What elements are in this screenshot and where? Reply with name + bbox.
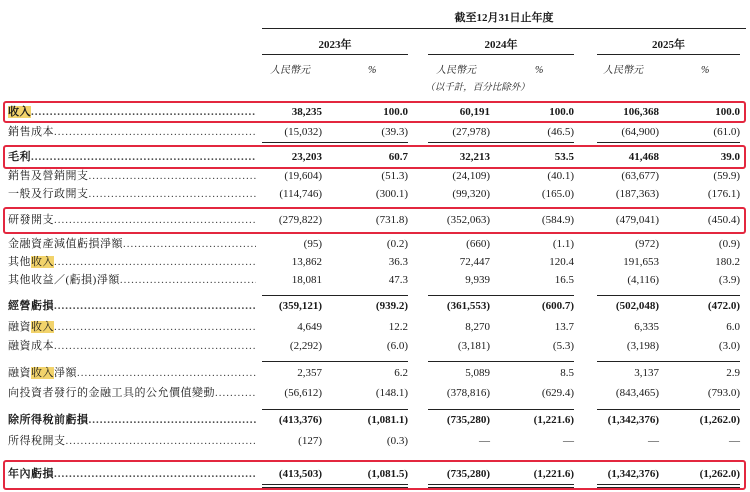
row-value: (4,116) [627, 274, 659, 286]
row-label: 一般及行政開支 ..... [8, 186, 256, 203]
row-value: (6.0) [386, 340, 408, 352]
row-value: 5,089 [465, 367, 490, 379]
table-row-income-tax [0, 433, 750, 450]
row-value: 18,081 [291, 274, 322, 286]
divider [597, 295, 740, 296]
row-value: 72,447 [459, 256, 490, 268]
table-row-finance-cost [0, 338, 750, 355]
row-value: — [479, 435, 490, 447]
currency-header-2024: 人民幣元 [436, 65, 476, 76]
row-value: (40.1) [547, 170, 574, 182]
table-row-other-gains [0, 272, 750, 289]
divider [428, 295, 574, 296]
row-value: (352,063) [446, 214, 490, 226]
row-value: 60,191 [459, 106, 490, 118]
row-value: 13,862 [291, 256, 322, 268]
row-value: 12.2 [388, 321, 408, 333]
divider [597, 487, 740, 488]
row-value: 23,203 [291, 151, 322, 163]
row-value: (176.1) [707, 188, 740, 200]
row-value: (127) [298, 435, 322, 447]
row-value: (3.0) [718, 340, 740, 352]
row-value: (0.9) [718, 238, 740, 250]
divider [262, 484, 408, 485]
divider [597, 484, 740, 485]
row-value: (735,280) [446, 414, 490, 426]
row-value: 39.0 [720, 151, 740, 163]
row-value: (361,553) [446, 300, 490, 312]
row-value: (378,816) [446, 387, 490, 399]
row-value: (64,900) [621, 126, 659, 138]
currency-header-2023: 人民幣元 [270, 65, 310, 76]
divider [428, 484, 574, 485]
percent-header-2024: % [535, 65, 544, 76]
row-value: (660) [466, 238, 490, 250]
year-2025-header: 2025年 [597, 36, 740, 55]
row-value: (279,822) [278, 214, 322, 226]
row-value: (1,081.5) [367, 468, 408, 480]
row-label: 金融資產減值虧損淨額 ..... [8, 236, 256, 253]
row-value: (0.2) [386, 238, 408, 250]
row-value: (99,320) [452, 188, 490, 200]
row-value: (1,342,376) [607, 468, 659, 480]
row-value: 13.7 [554, 321, 574, 333]
table-row-impairment [0, 236, 750, 253]
row-value: 47.3 [388, 274, 408, 286]
row-value: (1,342,376) [607, 414, 659, 426]
table-row-operating-loss [0, 298, 750, 315]
divider [262, 142, 408, 143]
row-label: 其他收入 ..... [8, 254, 256, 271]
table-row-net-finance-income [0, 365, 750, 382]
row-value: (187,363) [615, 188, 659, 200]
row-value: (413,376) [278, 414, 322, 426]
row-value: 38,235 [291, 106, 322, 118]
table-row-net-loss [0, 466, 750, 483]
table-row-rd [0, 212, 750, 229]
row-value: 2.9 [726, 367, 740, 379]
row-value: 3,137 [634, 367, 659, 379]
row-value: (450.4) [707, 214, 740, 226]
row-value: 6.0 [726, 321, 740, 333]
row-value: (95) [303, 238, 322, 250]
year-2024-header: 2024年 [428, 36, 574, 55]
divider [597, 142, 740, 143]
divider [262, 295, 408, 296]
row-label: 經營虧損 ..... [8, 298, 256, 315]
table-row-finance-income [0, 319, 750, 336]
row-value: (413,503) [278, 468, 322, 480]
divider [428, 142, 574, 143]
row-value: (3,181) [457, 340, 490, 352]
table-row-other-income [0, 254, 750, 271]
row-value: (61.0) [713, 126, 740, 138]
row-value: (63,677) [621, 170, 659, 182]
row-value: (51.3) [381, 170, 408, 182]
row-value: 120.4 [549, 256, 574, 268]
row-value: 6.2 [394, 367, 408, 379]
row-value: (19,604) [284, 170, 322, 182]
row-value: 9,939 [465, 274, 490, 286]
row-value: 191,653 [623, 256, 659, 268]
row-value: (27,978) [452, 126, 490, 138]
row-value: 6,335 [634, 321, 659, 333]
divider [597, 409, 740, 410]
row-value: (165.0) [541, 188, 574, 200]
table-row-revenue [0, 104, 750, 121]
row-value: 2,357 [297, 367, 322, 379]
row-value: (15,032) [284, 126, 322, 138]
row-value: (0.3) [386, 435, 408, 447]
row-value: (3,198) [626, 340, 659, 352]
row-value: (46.5) [547, 126, 574, 138]
divider [262, 409, 408, 410]
row-label: 除所得稅前虧損 ..... [8, 412, 256, 429]
table-row-cost-of-sales [0, 124, 750, 141]
row-value: (300.1) [375, 188, 408, 200]
row-value: (735,280) [446, 468, 490, 480]
year-2023-header: 2023年 [262, 36, 408, 55]
divider [428, 409, 574, 410]
row-label: 融資成本 ..... [8, 338, 256, 355]
row-value: — [563, 435, 574, 447]
divider [262, 487, 408, 488]
row-value: (39.3) [381, 126, 408, 138]
row-value: (600.7) [541, 300, 574, 312]
row-value: — [648, 435, 659, 447]
divider [428, 487, 574, 488]
row-value: (1,262.0) [699, 468, 740, 480]
row-value: (479,041) [615, 214, 659, 226]
row-value: 60.7 [388, 151, 408, 163]
row-value: (148.1) [375, 387, 408, 399]
row-value: 53.5 [554, 151, 574, 163]
row-value: 41,468 [628, 151, 659, 163]
row-value: 4,649 [297, 321, 322, 333]
divider [597, 361, 740, 362]
row-value: 106,368 [623, 106, 659, 118]
row-value: (629.4) [541, 387, 574, 399]
row-value: (1,221.6) [533, 414, 574, 426]
row-value: (1.1) [552, 238, 574, 250]
row-value: (359,121) [278, 300, 322, 312]
currency-header-2025: 人民幣元 [603, 65, 643, 76]
row-value: 8.5 [560, 367, 574, 379]
table-row-admin [0, 186, 750, 203]
row-label: 銷售成本 ..... [8, 124, 256, 141]
row-label: 融資收入 ..... [8, 319, 256, 336]
row-value: (24,109) [452, 170, 490, 182]
row-value: 100.0 [715, 106, 740, 118]
row-value: (472.0) [707, 300, 740, 312]
table-row-selling-marketing [0, 168, 750, 185]
row-value: (1,081.1) [367, 414, 408, 426]
row-value: (793.0) [707, 387, 740, 399]
row-label: 年內虧損 ..... [8, 466, 256, 483]
row-label: 研發開支 ..... [8, 212, 256, 229]
row-label: 收入 ..... [8, 104, 256, 121]
row-value: — [729, 435, 740, 447]
row-value: 100.0 [383, 106, 408, 118]
percent-header-2025: % [701, 65, 710, 76]
percent-header-2023: % [368, 65, 377, 76]
row-value: (1,262.0) [699, 414, 740, 426]
row-value: 100.0 [549, 106, 574, 118]
row-value: (59.9) [713, 170, 740, 182]
row-value: (731.8) [375, 214, 408, 226]
table-row-loss-before-tax [0, 412, 750, 429]
row-value: (5.3) [552, 340, 574, 352]
unit-note: （以千計，百分比除外） [425, 83, 530, 93]
row-value: (584.9) [541, 214, 574, 226]
divider [262, 361, 408, 362]
row-value: (114,746) [279, 188, 322, 200]
row-value: 32,213 [459, 151, 490, 163]
row-label: 向投資者發行的金融工具的公允價值變動 ..... [8, 385, 256, 402]
row-value: 16.5 [554, 274, 574, 286]
table-row-gross-profit [0, 149, 750, 166]
row-value: (939.2) [375, 300, 408, 312]
row-value: (972) [635, 238, 659, 250]
row-label: 銷售及營銷開支 ..... [8, 168, 256, 185]
row-label: 毛利 ..... [8, 149, 256, 166]
row-value: (1,221.6) [533, 468, 574, 480]
row-value: (502,048) [615, 300, 659, 312]
row-label: 所得稅開支 ..... [8, 433, 256, 450]
row-value: (56,612) [284, 387, 322, 399]
row-value: (843,465) [615, 387, 659, 399]
table-row-fair-value-change [0, 385, 750, 402]
row-value: 36.3 [388, 256, 408, 268]
row-label: 其他收益／(虧損)淨額 ..... [8, 272, 256, 289]
divider [428, 361, 574, 362]
row-label: 融資收入淨額 ..... [8, 365, 256, 382]
period-header: 截至12月31日止年度 [262, 8, 746, 29]
row-value: 180.2 [715, 256, 740, 268]
row-value: (3.9) [718, 274, 740, 286]
row-value: 8,270 [465, 321, 490, 333]
row-value: (2,292) [289, 340, 322, 352]
